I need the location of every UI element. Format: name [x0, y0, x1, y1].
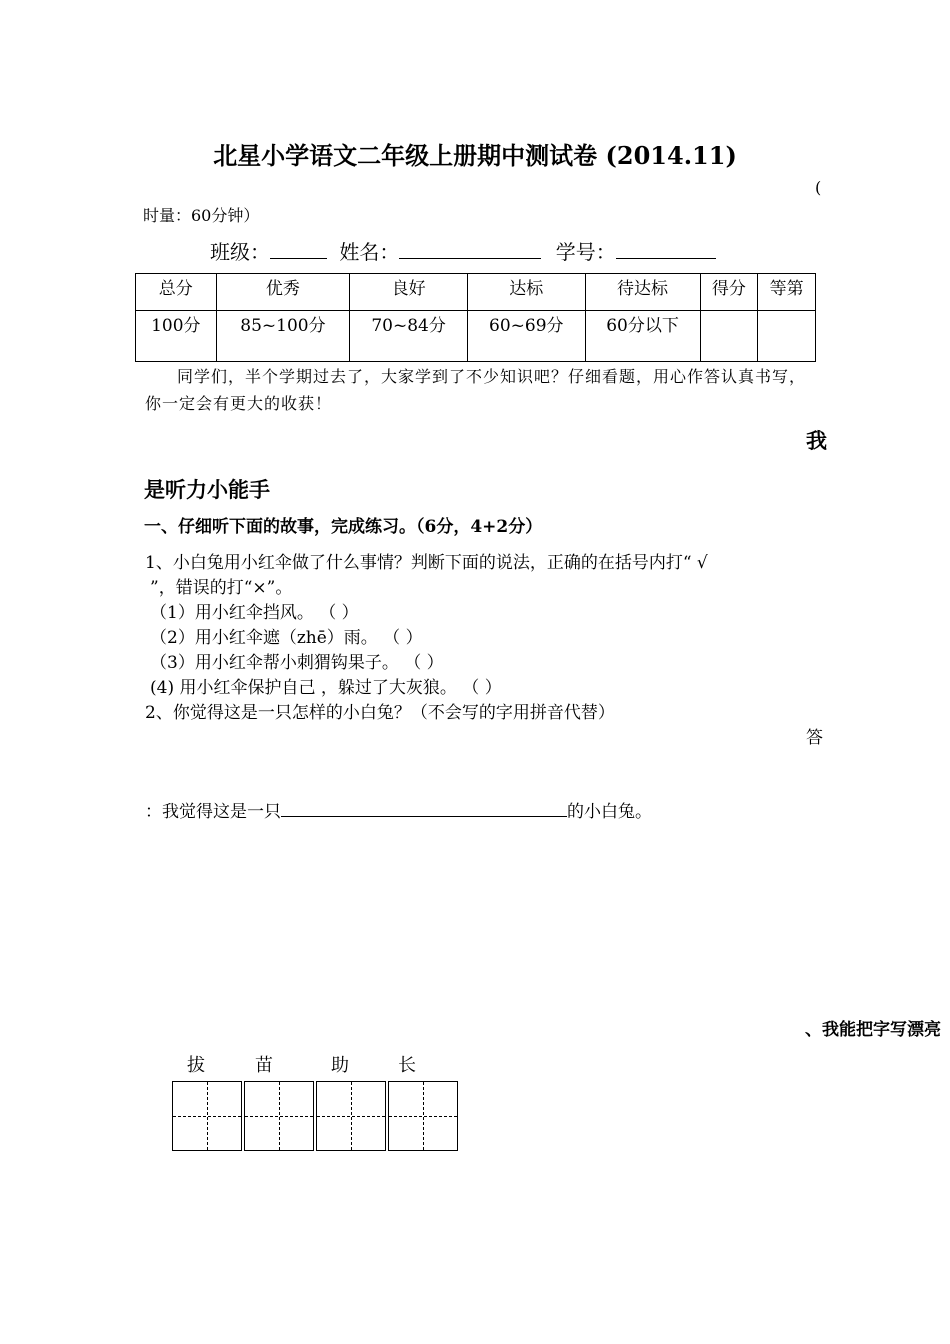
header-cell: 总分	[136, 274, 217, 311]
header-cell: 良好	[350, 274, 468, 311]
writing-grid-box[interactable]	[244, 1081, 314, 1151]
id-blank[interactable]	[616, 238, 716, 259]
answer-blank[interactable]	[281, 798, 567, 817]
score-cell-grade[interactable]	[758, 311, 816, 362]
judgement-item[interactable]: （2）用小红伞遮（zhē）雨。 （ ）	[150, 628, 423, 648]
score-table-header-row	[136, 274, 816, 311]
header-cell: 等第	[758, 274, 816, 311]
score-table-row	[136, 311, 816, 362]
question1-text-cont: ”，错误的打“×”。	[150, 578, 293, 598]
score-cell: 70~84分	[350, 311, 468, 362]
score-cell: 100分	[136, 311, 217, 362]
writing-grid-box[interactable]	[388, 1081, 458, 1151]
paren-open: (	[815, 178, 822, 197]
judgement-item[interactable]: （1）用小红伞挡风。 （ ）	[150, 603, 359, 623]
writing-grid-box[interactable]	[316, 1081, 386, 1151]
name-label: 姓名：	[339, 240, 400, 264]
answer-line	[145, 797, 652, 822]
class-label: 班级：	[210, 240, 270, 264]
score-cell: 60分以下	[585, 311, 700, 362]
section1-title-start: 我	[806, 428, 827, 453]
intro-paragraph: 同学们，半个学期过去了，大家学到了不少知识吧？仔细看题，用心作答认真书写，你一定会有更大的收获！	[145, 367, 807, 413]
header-cell: 达标	[467, 274, 585, 311]
score-table	[135, 273, 816, 362]
name-blank[interactable]	[399, 238, 541, 259]
practice-char: 苗	[255, 1055, 273, 1076]
score-cell-obtained[interactable]	[700, 311, 758, 362]
score-cell: 60~69分	[467, 311, 585, 362]
header-cell: 得分	[700, 274, 758, 311]
practice-char: 拔	[187, 1055, 205, 1076]
answer-label: 答	[806, 728, 823, 748]
section2-title: 、我能把字写漂亮	[805, 1020, 941, 1040]
question2-text: 2、你觉得这是一只怎样的小白兔？（不会写的字用拼音代替）	[145, 703, 615, 723]
header-cell: 优秀	[216, 274, 350, 311]
question1-text: 1、小白兔用小红伞做了什么事情？判断下面的说法，正确的在括号内打“ √	[145, 553, 708, 573]
score-cell: 85~100分	[216, 311, 350, 362]
judgement-item[interactable]: （3）用小红伞帮小刺猬钩果子。 （ ）	[150, 653, 444, 673]
time-label: 时量：60分钟）	[143, 206, 260, 225]
page-title: 北星小学语文二年级上册期中测试卷 (2014.11)	[213, 141, 737, 170]
student-info-line	[210, 236, 716, 265]
class-blank[interactable]	[270, 238, 327, 259]
writing-grid-box[interactable]	[172, 1081, 242, 1151]
id-label: 学号：	[555, 240, 616, 264]
judgement-item[interactable]: (4) 用小红伞保护自己 ，躲过了大灰狼。 （ ）	[150, 678, 502, 698]
practice-char: 助	[331, 1055, 349, 1076]
question1-heading: 一、仔细听下面的故事，完成练习。（6分，4+2分）	[144, 517, 543, 537]
answer-suffix: 的小白兔。	[567, 802, 652, 822]
header-cell: 待达标	[585, 274, 700, 311]
practice-char: 长	[398, 1055, 416, 1076]
answer-prefix: ：我觉得这是一只	[145, 802, 281, 822]
section1-title: 是听力小能手	[144, 477, 270, 502]
